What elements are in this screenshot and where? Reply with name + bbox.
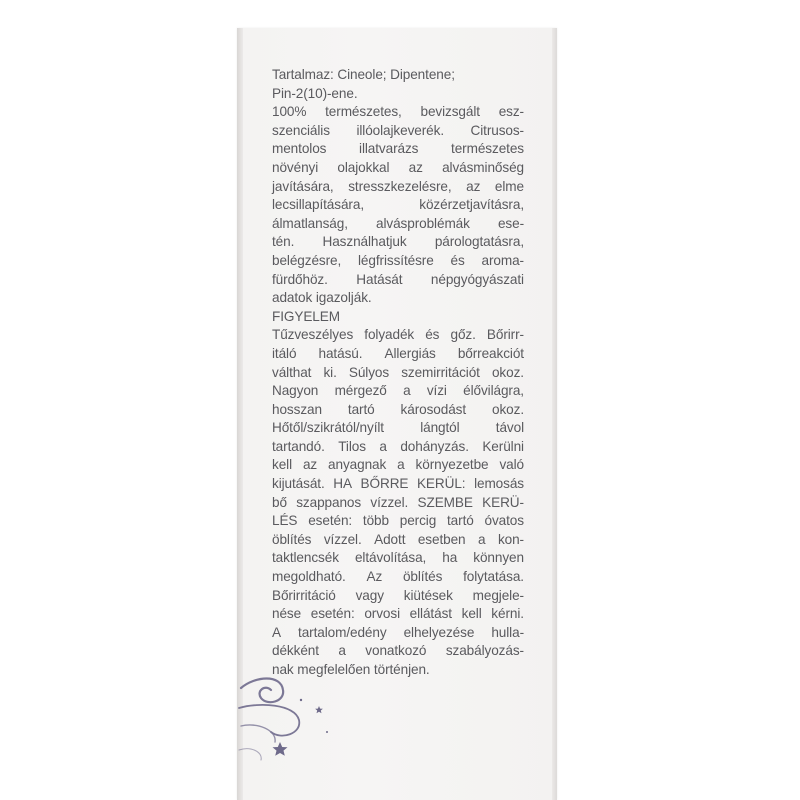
label-line: taktlencsék eltávolítása, ha könnyen: [272, 550, 524, 566]
label-line: öblítés vízzel. Adott esetben a kon-: [272, 531, 524, 547]
label-line: lecsillapítására, közérzetjavításra,: [272, 197, 524, 213]
label-line: tén. Használhatjuk párologtatásra,: [272, 234, 524, 250]
box-right-edge: [552, 28, 557, 800]
warning-heading: FIGYELEM: [272, 308, 340, 324]
label-line: Bőrirritáció vagy kiütések megjele-: [272, 587, 524, 603]
label-line: itáló hatású. Allergiás bőrreakciót: [272, 345, 524, 361]
label-line: nése esetén: orvosi ellátást kell kérni.: [272, 606, 524, 622]
label-line: belégzésre, légfrissítésre és aroma-: [272, 252, 524, 268]
label-line: A tartalom/edény elhelyezése hulla-: [272, 624, 524, 640]
label-line: tartandó. Tilos a dohányzás. Kerülni: [272, 438, 524, 454]
label-line: megoldható. Az öblítés folytatása.: [272, 569, 524, 585]
label-line: adatok igazolják.: [272, 290, 372, 306]
label-line: válthat ki. Súlyos szemirritációt okoz.: [272, 364, 524, 380]
label-line: kijutását. HA BŐRRE KERÜL: lemosás: [272, 476, 524, 492]
label-line: növényi olajokkal az alvásminőség: [272, 159, 524, 175]
star-icon: [315, 706, 323, 713]
swirl-decoration-icon: [237, 660, 357, 800]
label-line: Hőtől/szikrától/nyílt lángtól távol: [272, 420, 524, 436]
label-line: hosszan tartó károsodást okoz.: [272, 401, 524, 417]
label-line: kell az anyagnak a környezetbe való: [272, 457, 524, 473]
label-line: szenciális illóolajkeverék. Citrusos-: [272, 122, 524, 138]
label-line: javítására, stresszkezelésre, az elme: [272, 178, 524, 194]
label-line: Tűzveszélyes folyadék és gőz. Bőrirr-: [272, 327, 524, 343]
label-line: bő szappanos vízzel. SZEMBE KERÜ-: [272, 494, 524, 510]
label-line: álmatlanság, alvásproblémák ese-: [272, 215, 524, 231]
label-line: LÉS esetén: több percig tartó óvatos: [272, 513, 524, 529]
label-line: Tartalmaz: Cineole; Dipentene;: [272, 67, 455, 82]
label-line: Pin-2(10)-ene.: [272, 85, 358, 101]
label-line: Nagyon mérgező a vízi élővilágra,: [272, 383, 524, 399]
label-text-block: [272, 66, 524, 680]
star-icon: [273, 742, 288, 756]
label-line: mentolos illatvarázs természetes: [272, 141, 524, 157]
label-line: fürdőhöz. Hatását népgyógyászati: [272, 271, 524, 287]
label-line: dékként a vonatkozó szabályozás-: [272, 643, 524, 659]
label-line: nak megfelelően történjen.: [272, 662, 430, 677]
label-line: 100% természetes, bevizsgált esz-: [272, 104, 524, 120]
